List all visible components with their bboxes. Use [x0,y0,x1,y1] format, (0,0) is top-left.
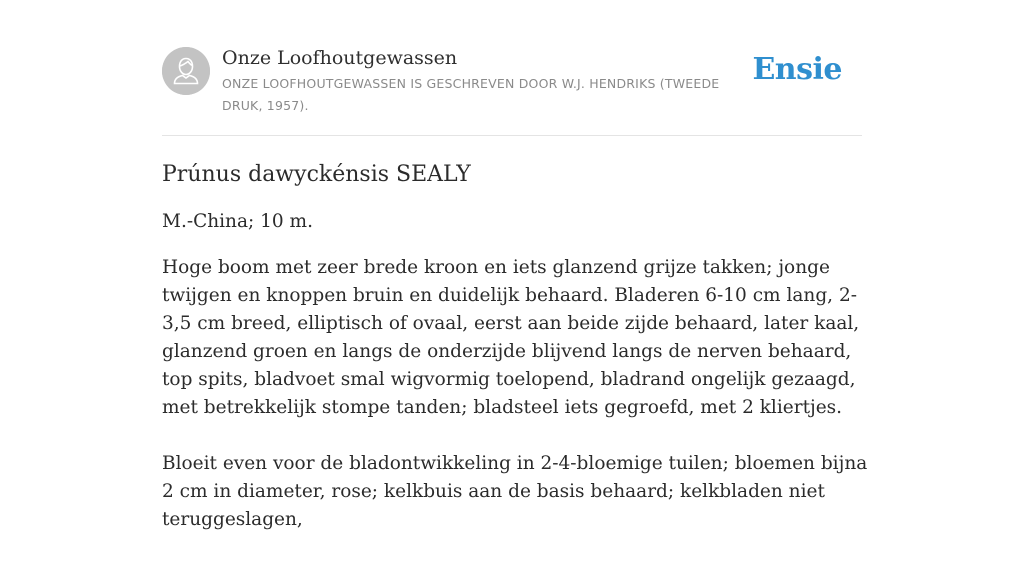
source-title[interactable]: Onze Loofhoutgewassen [222,47,458,69]
entry-origin: M.-China; 10 m. [162,211,313,232]
user-icon[interactable] [162,47,210,95]
entry-title: Prúnus dawyckénsis SEALY [162,162,471,187]
entry-paragraph: Hoge boom met zeer brede kroon en iets glanzend grijze takken; jonge twijgen en knoppen bruin en duidelijk behaard. Bladeren 6-10 cm lang, 2-3,5 cm breed, elliptisch of ovaal, eerst aan beide zijde behaard, later kaal, glanzend groen en langs de onderzijde blijvend langs de nerven behaard, top spits, bladvoet smal wigvormig toelopend, bladrand ongelijk gezaagd, met betrekkelijk stompe tanden; bladsteel iets gegroefd, met 2 kliertjes. [162,257,860,418]
source-info [222,44,762,117]
entry-content [162,158,872,562]
entry-paragraph: Bloeit even voor de bladontwikkeling in 2-4-bloemige tuilen; bloemen bijna 2 cm in diameter, rose; kelkbuis aan de basis behaard; kelkbladen niet teruggeslagen, [162,453,868,530]
ensie-logo[interactable]: Ensie [752,52,842,87]
source-header [162,44,862,136]
source-description: ONZE LOOFHOUTGEWASSEN IS GESCHREVEN DOOR W.J. HENDRIKS (TWEEDE DRUK, 1957). [222,76,720,113]
